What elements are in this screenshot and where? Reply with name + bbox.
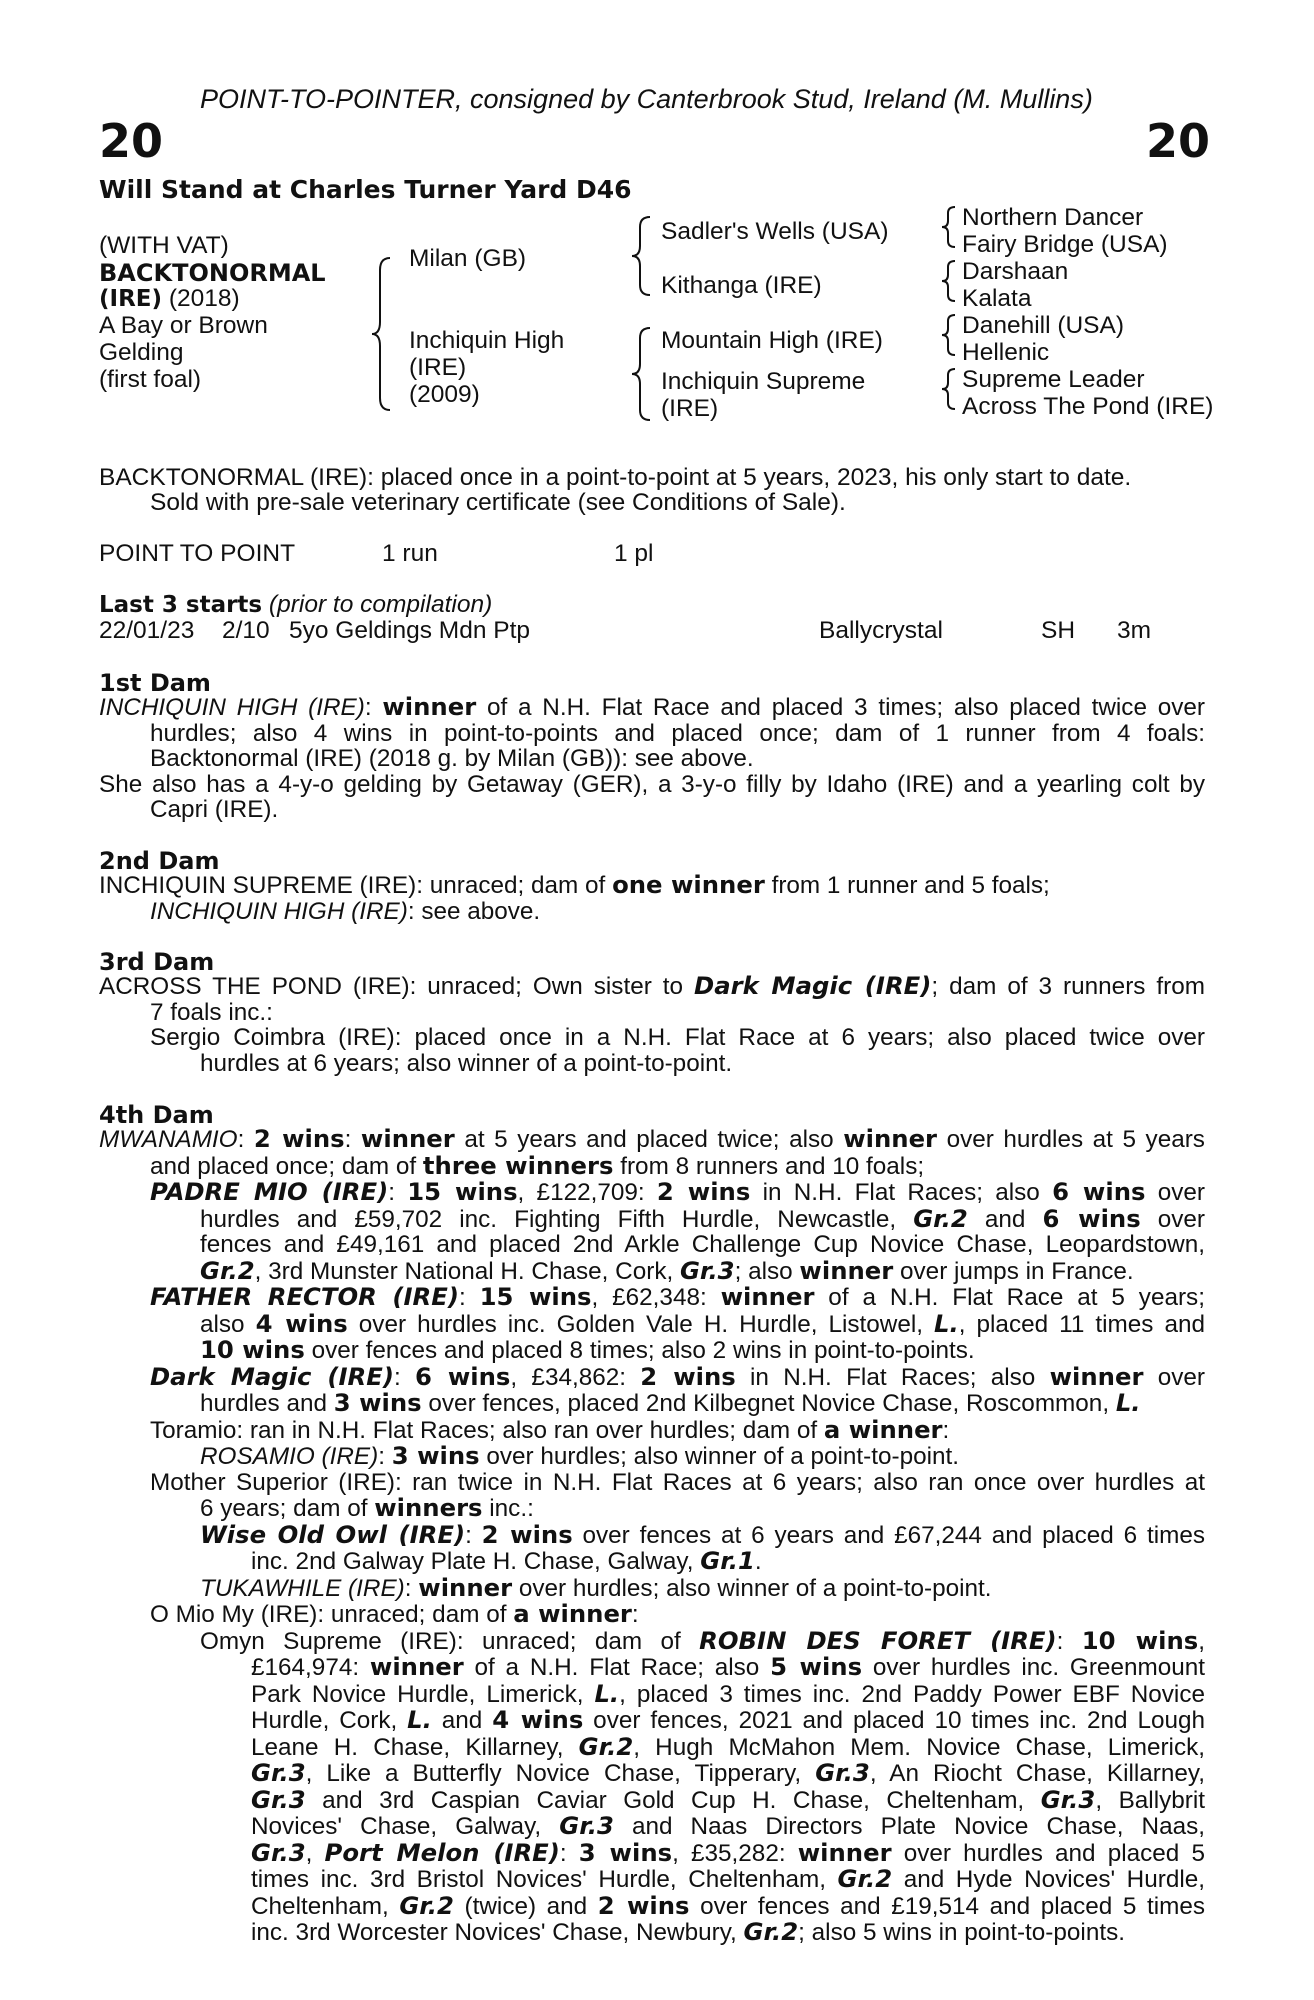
horse-name-suffix: (IRE) (2018)	[99, 285, 240, 312]
pedigree-dds: Supreme Leader	[962, 366, 1145, 393]
horse-sex: Gelding	[99, 339, 184, 366]
third-dam-text: ACROSS THE POND (IRE): unraced; Own sister to Dark Magic (IRE); dam of 3 runners from 7 foals inc.: Sergio Coimbra (IRE): placed once in a N.H. Flat Race at 6 years; also placed twice over hurdles at 6 years; also winner of a point-to-point.	[99, 971, 1205, 1077]
last-starts-heading: Last 3 starts (prior to compilation)	[99, 591, 493, 618]
pedigree-ssd: Fairy Bridge (USA)	[962, 231, 1168, 258]
pedigree-dam-line1: Inchiquin High	[409, 327, 565, 354]
pedigree-brace-dam	[630, 326, 654, 422]
pedigree-sire-dam: Kithanga (IRE)	[661, 272, 822, 299]
vet-certificate-note: Sold with pre-sale veterinary certificate (see Conditions of Sale).	[150, 489, 846, 516]
first-dam-heading: 1st Dam	[99, 669, 211, 697]
consignment-line: POINT-TO-POINTER, consigned by Canterbrook Stud, Ireland (M. Mullins)	[200, 84, 1093, 114]
pedigree-brace-sd	[940, 259, 958, 303]
lot-number-left: 20	[99, 114, 164, 168]
start-date: 22/01/23	[99, 617, 195, 644]
start-position: 2/10	[222, 617, 270, 644]
pedigree-dam-dam-line1: Inchiquin Supreme	[661, 368, 866, 395]
start-distance: 3m	[1117, 617, 1152, 644]
pedigree-dss: Danehill (USA)	[962, 312, 1125, 339]
horse-foal-note: (first foal)	[99, 366, 202, 393]
pedigree-dam-sire: Mountain High (IRE)	[661, 327, 883, 354]
horse-name: BACKTONORMAL	[99, 259, 326, 287]
pedigree-sire-sire: Sadler's Wells (USA)	[661, 218, 889, 245]
vat-note: (WITH VAT)	[99, 232, 229, 259]
second-dam-text: INCHIQUIN SUPREME (IRE): unraced; dam of one winner from 1 runner and 5 foals; INCHIQUIN HIGH (IRE): see above.	[99, 870, 1050, 925]
fourth-dam-heading: 4th Dam	[99, 1101, 214, 1129]
pedigree-brace-ds	[940, 313, 958, 357]
pedigree-ddd: Across The Pond (IRE)	[962, 393, 1214, 420]
start-going: SH	[1041, 617, 1076, 644]
third-dam-heading: 3rd Dam	[99, 948, 215, 976]
start-course: Ballycrystal	[819, 617, 943, 644]
ptp-runs: 1 run	[382, 540, 438, 567]
pedigree-brace-ss	[940, 205, 958, 249]
stand-location: Will Stand at Charles Turner Yard D46	[99, 175, 632, 204]
first-dam-text: INCHIQUIN HIGH (IRE): winner of a N.H. Flat Race and placed 3 times; also placed twice over hurdles; also 4 wins in point-to-points and placed once; dam of 1 runner from 4 foals: Backtonormal (IRE) (2018 g. by Milan (GB)): see above. She also has a 4-y-o gelding by Getaway (GER), a 3-y-o filly by Idaho (IRE) and a yearling colt by Capri (IRE).	[99, 692, 1205, 823]
pedigree-dam-line3: (2009)	[409, 381, 480, 408]
pedigree-sss: Northern Dancer	[962, 204, 1144, 231]
pedigree-sire: Milan (GB)	[409, 245, 527, 272]
pedigree-brace-dd	[940, 367, 958, 411]
summary-line: BACKTONORMAL (IRE): placed once in a point-to-point at 5 years, 2023, his only start to date.	[99, 464, 1132, 491]
pedigree-dam-line2: (IRE)	[409, 354, 467, 381]
pedigree-dsd: Hellenic	[962, 339, 1050, 366]
pedigree-sds: Darshaan	[962, 258, 1069, 285]
pedigree-dam-dam-line2: (IRE)	[661, 395, 719, 422]
ptp-label: POINT TO POINT	[99, 540, 296, 567]
lot-number-right: 20	[1146, 114, 1211, 168]
ptp-placed: 1 pl	[614, 540, 654, 567]
fourth-dam-text: MWANAMIO: 2 wins: winner at 5 years and placed twice; also winner over hurdles at 5 years and placed once; dam of three winners from 8 runners and 10 foals; PADRE MIO (IRE): 15 wins, £122,709: 2 wins in N.H. Flat Races; also 6 wins over hurdles and £59,702 inc. Fighting Fifth Hurdle, Newcastle, Gr.2 and 6 wins over fences and £49,161 and placed 2nd Arkle Challenge Cup Novice Chase, Leopardstown, Gr.2, 3rd Munster National H. Chase, Cork, Gr.3; also winner over jumps in France. FATHER RECTOR (IRE): 15 wins, £62,348: winner of a N.H. Flat Race at 5 years; also 4 wins over hurdles inc. Golden Vale H. Hurdle, Listowel, L., placed 11 times and 10 wins over fences and placed 8 times; also 2 wins in point-to-points. Dark Magic (IRE): 6 wins, £34,862: 2 wins in N.H. Flat Races; also winner over hurdles and 3 wins over fences, placed 2nd Kilbegnet Novice Chase, Roscommon, L. Toramio: ran in N.H. Flat Races; also ran over hurdles; dam of a winner: ROSAMIO (IRE): 3 wins over hurdles; also winner of a point-to-point. Mother Superior (IRE): ran twice in N.H. Flat Races at 6 years; also ran once over hurdles at 6 years; dam of winners inc.: Wise Old Owl (IRE): 2 wins over fences at 6 years and £67,244 and placed 6 times inc. 2nd Galway Plate H. Chase, Galway, Gr.1. TUKAWHILE (IRE): winner over hurdles; also winner of a point-to-point. O Mio My (IRE): unraced; dam of a winner: Omyn Supreme (IRE): unraced; dam of ROBIN DES FORET (IRE): 10 wins, £164,974: winner of a N.H. Flat Race; also 5 wins over hurdles inc. Greenmount Park Novice Hurdle, Limerick, L., placed 3 times inc. 2nd Paddy Power EBF Novice Hurdle, Cork, L. and 4 wins over fences, 2021 and placed 10 times inc. 2nd Lough Leane H. Chase, Killarney, Gr.2, Hugh McMahon Mem. Novice Chase, Limerick, Gr.3, Like a Butterfly Novice Chase, Tipperary, Gr.3, An Riocht Chase, Killarney, Gr.3 and 3rd Caspian Caviar Gold Cup H. Chase, Cheltenham, Gr.3, Ballybrit Novices' Chase, Galway, Gr.3 and Naas Directors Plate Novice Chase, Naas, Gr.3, Port Melon (IRE): 3 wins, £35,282: winner over hurdles and placed 5 times inc. 3rd Bristol Novices' Hurdle, Cheltenham, Gr.2 and Hyde Novices' Hurdle, Cheltenham, Gr.2 (twice) and 2 wins over fences and £19,514 and placed 5 times inc. 3rd Worcester Novices' Chase, Newbury, Gr.2; also 5 wins in point-to-points.	[99, 1124, 1206, 1946]
second-dam-heading: 2nd Dam	[99, 847, 220, 875]
pedigree-brace-sire	[630, 215, 654, 297]
start-race: 5yo Geldings Mdn Ptp	[289, 617, 531, 644]
pedigree-brace-gen1	[370, 256, 394, 412]
horse-colour: A Bay or Brown	[99, 312, 268, 339]
pedigree-sdd: Kalata	[962, 285, 1032, 312]
